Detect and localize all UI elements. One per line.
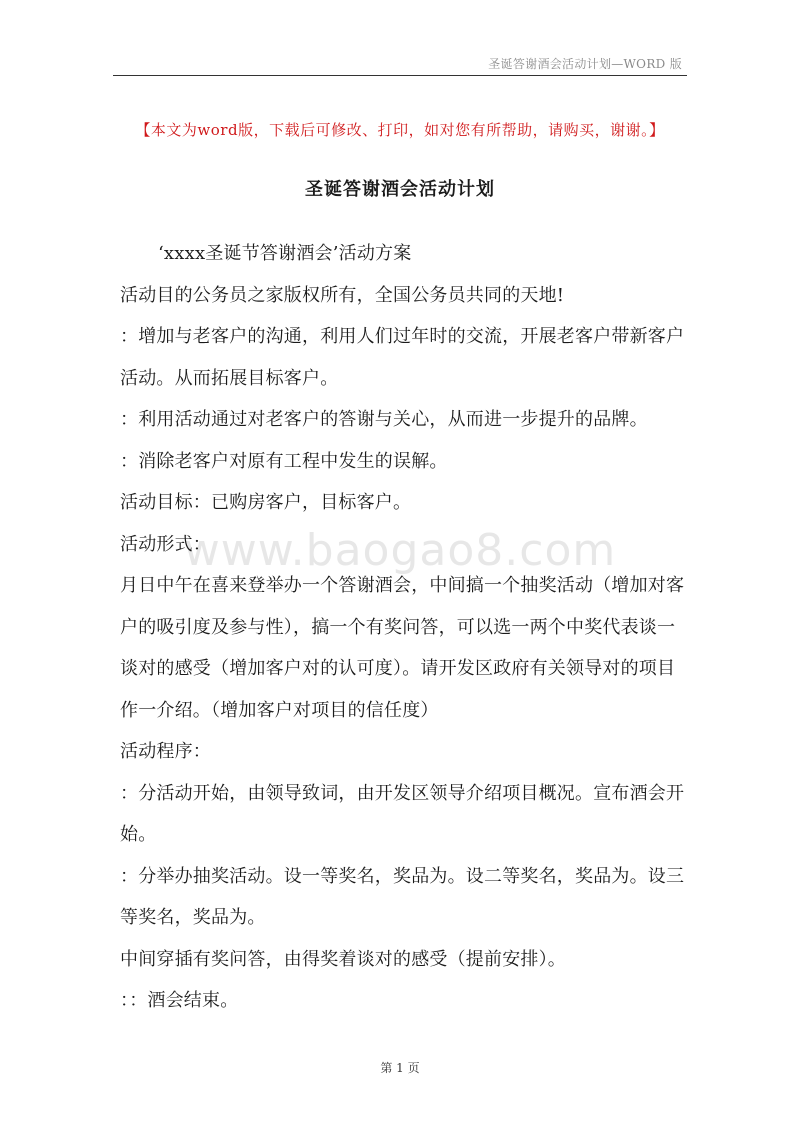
download-notice: 【本文为word版，下载后可修改、打印，如对您有所帮助，请购买，谢谢。】	[135, 121, 665, 139]
running-header: 圣诞答谢酒会活动计划—WORD 版	[488, 57, 682, 71]
paragraph: ：消除老客户对原有工程中发生的误解。	[120, 450, 448, 472]
paragraph: 活动目标：已购房客户，目标客户。	[120, 492, 412, 513]
paragraph: 中间穿插有奖问答，由得奖着谈对的感受（提前安排）。	[120, 948, 566, 970]
paragraph: 活动形式：	[120, 533, 211, 555]
paragraph: ：分活动开始，由领导致词，由开发区领导介绍项目概况。宣布酒会开始。	[120, 782, 685, 845]
paragraph: ：利用活动通过对老客户的答谢与关心，从而进一步提升的品牌。	[120, 409, 648, 430]
paragraph: 月日中午在喜来登举办一个答谢酒会，中间搞一个抽奖活动（增加对客户的吸引度及参与性），搞一个有奖问答，可以选一两个中奖代表谈一谈对的感受（增加客户对的认可度）。请开发区政府有关领导对的项目作一介绍。（增加客户对项目的信任度）	[120, 575, 685, 721]
plan-heading: ‘xxxx圣诞节答谢酒会’活动方案	[158, 243, 412, 264]
watermark: www.baogao8.com	[183, 525, 617, 576]
paragraph: ：分举办抽奖活动。设一等奖名，奖品为。设二等奖名，奖品为。设三等奖名，奖品为。	[120, 865, 685, 928]
paragraph: ：增加与老客户的沟通，利用人们过年时的交流，开展老客户带新客户活动。从而拓展目标客户。	[120, 326, 685, 389]
paragraph: 活动目的公务员之家版权所有，全国公务员共同的天地!	[120, 284, 565, 306]
paragraph: ：：酒会结束。	[120, 990, 239, 1011]
page-number: 第 1 页	[380, 1061, 420, 1075]
paragraph: 活动程序：	[120, 741, 211, 762]
document-title: 圣诞答谢酒会活动计划	[305, 179, 495, 200]
header-divider	[113, 75, 687, 76]
document-body	[120, 233, 686, 1022]
